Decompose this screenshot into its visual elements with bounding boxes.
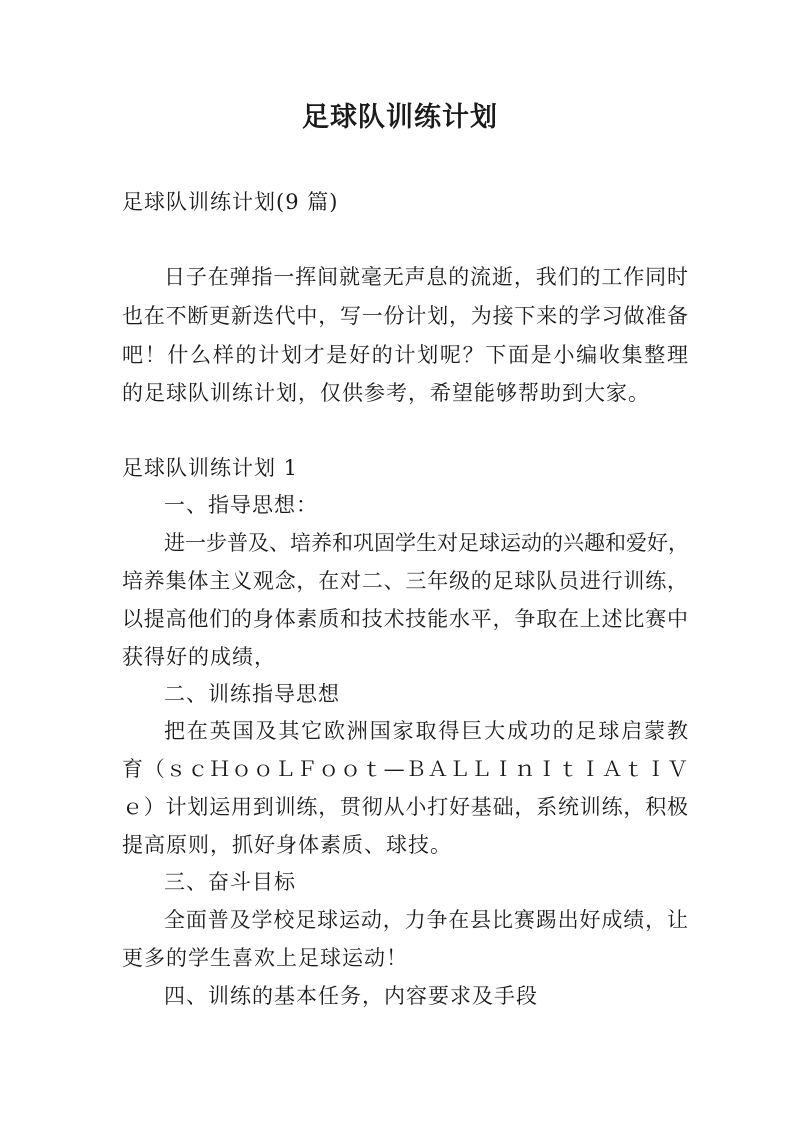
document-subtitle: 足球队训练计划(9 篇) xyxy=(122,190,339,214)
paragraph-line: 进一步普及、培养和巩固学生对足球运动的兴趣和爱好， xyxy=(164,531,689,555)
paragraph-line: 培养集体主义观念，在对二、三年级的足球队员进行训练， xyxy=(122,569,688,593)
heading-goals: 三、奋斗目标 xyxy=(164,870,296,894)
paragraph-line: 全面普及学校足球运动，力争在县比赛踢出好成绩，让 xyxy=(164,908,688,932)
intro-line-1: 日子在弹指一挥间就毫无声息的流逝，我们的工作同时 xyxy=(164,265,688,289)
intro-line-2: 也在不断更新迭代中，写一份计划，为接下来的学习做准备 xyxy=(122,304,688,328)
intro-line-4: 的足球队训练计划，仅供参考，希望能够帮助到大家。 xyxy=(122,381,650,405)
heading-training-ideology: 二、训练指导思想 xyxy=(164,682,340,706)
paragraph-line: 以提高他们的身体素质和技术技能水平，争取在上述比赛中 xyxy=(122,607,688,631)
heading-basic-tasks: 四、训练的基本任务，内容要求及手段 xyxy=(164,984,538,1008)
paragraph-line: ｅ）计划运用到训练，贯彻从小打好基础，系统训练，积极 xyxy=(122,795,688,819)
heading-guiding-ideology: 一、指导思想： xyxy=(164,493,318,517)
section-title: 足球队训练计划 1 xyxy=(122,456,299,480)
paragraph-line: 提高原则，抓好身体素质、球技。 xyxy=(122,833,452,857)
paragraph-line: 把在英国及其它欧洲国家取得巨大成功的足球启蒙教 xyxy=(164,719,688,743)
document-title: 足球队训练计划 xyxy=(302,102,498,133)
paragraph-line: 更多的学生喜欢上足球运动！ xyxy=(122,946,408,970)
intro-line-3: 吧！什么样的计划才是好的计划呢？下面是小编收集整理 xyxy=(122,343,688,367)
paragraph-line: 育（ｓｃＨｏｏＬＦｏｏｔ—ＢＡＬＬＩｎＩｔＩＡｔＩＶ xyxy=(122,757,688,781)
paragraph-line: 获得好的成绩， xyxy=(122,645,276,669)
